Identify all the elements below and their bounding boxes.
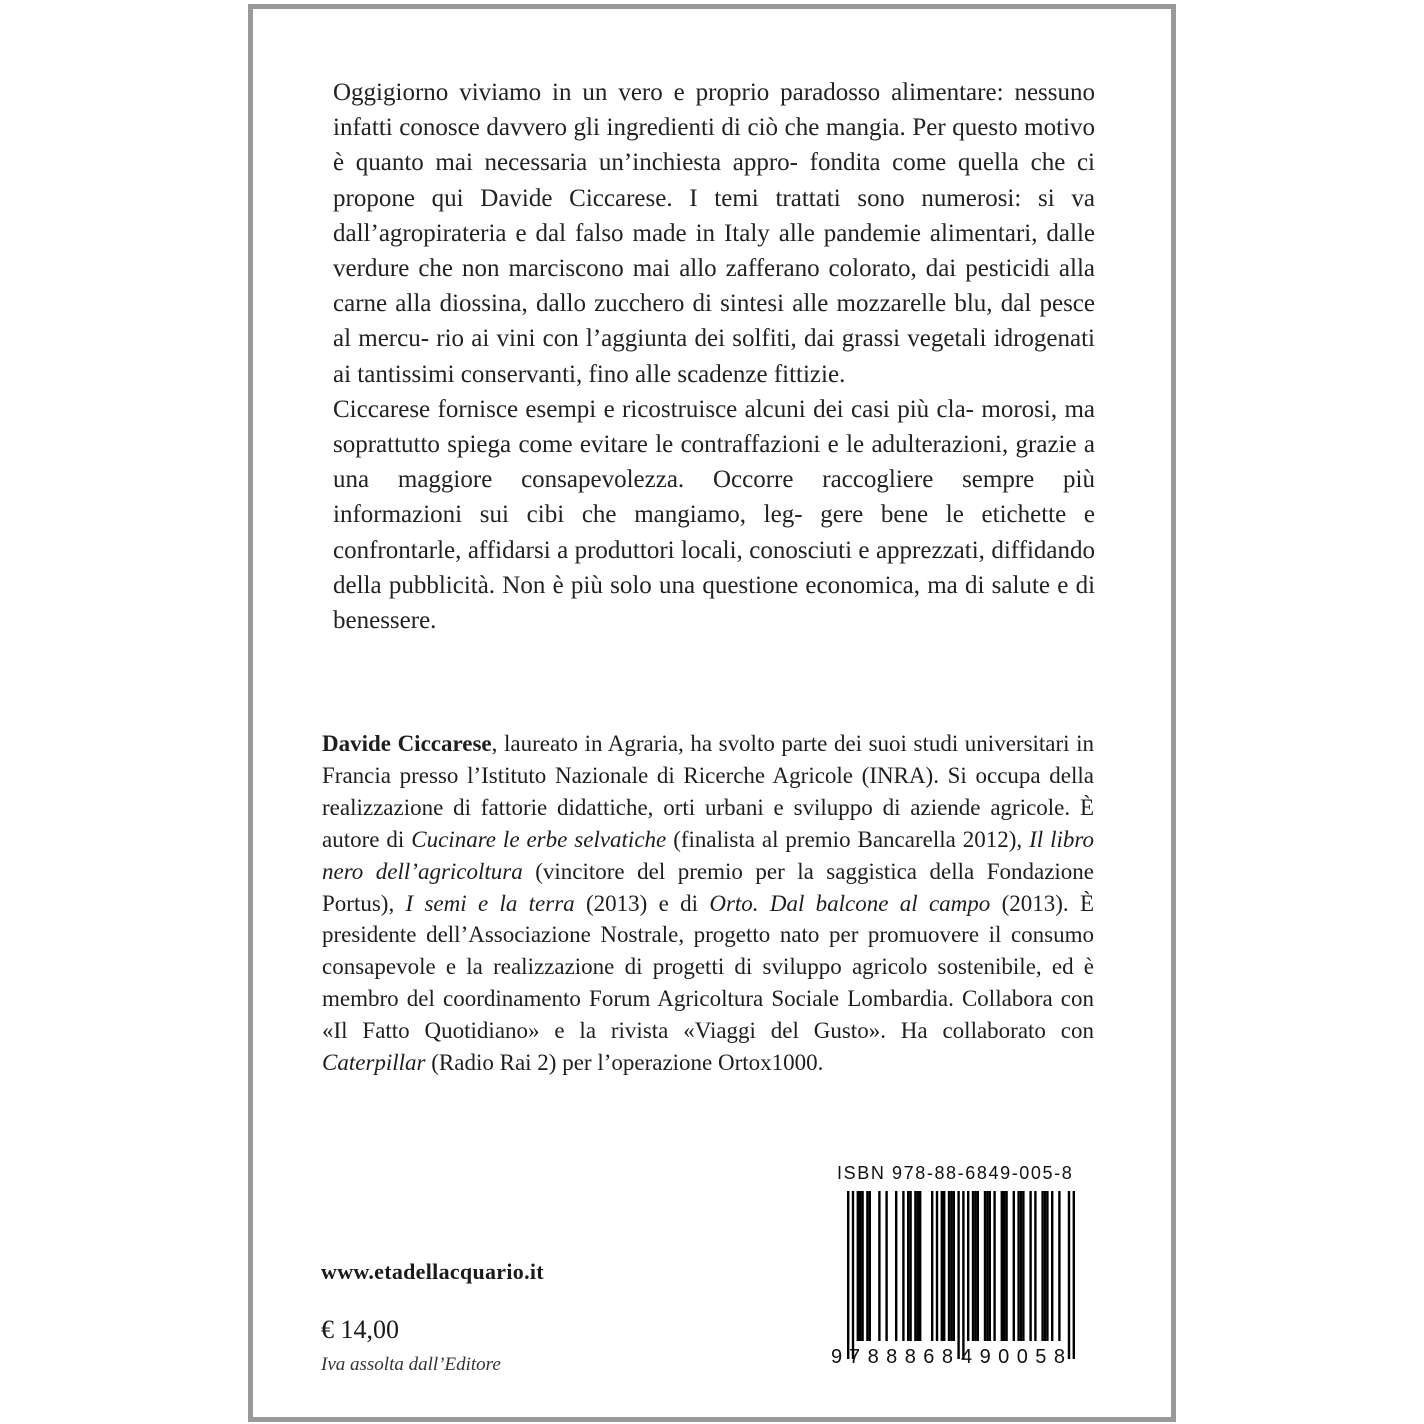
blurb-line: ai tantissimi conservanti, fino alle scadenze fittizie. (333, 360, 846, 388)
barcode-bar (866, 1191, 868, 1341)
barcode-bar (869, 1191, 871, 1341)
barcode-bar (989, 1191, 991, 1341)
book-title: Cucinare le erbe selvatiche (411, 826, 667, 852)
barcode-bar (919, 1191, 921, 1341)
barcode-bar (1029, 1191, 1031, 1341)
barcode-bar (859, 1191, 861, 1341)
barcode-bar (1003, 1191, 1005, 1341)
book-title: Il libro nero dell’agricoltura (322, 826, 1094, 884)
barcode-bar (1017, 1191, 1019, 1341)
show-title: Caterpillar (322, 1050, 426, 1076)
blurb-line: Per questo motivo è quanto mai necessaria un’inchiesta appro- (333, 114, 1096, 177)
blurb-line: solo una questione economica, ma di salute e di benessere. (333, 571, 1096, 635)
barcode-bar (861, 1191, 863, 1341)
bio-text: (2013). È presidente dell’Associazione Nostrale, progetto nato per promuovere il consumo consapevole e la realizzazione di progetti di sviluppo agricolo sostenibile, ed è membro del coordinamento Forum Agricoltura Sociale Lombardia. Collabora con «Il Fatto Quotidiano» e la rivista «Viaggi del Gusto». Ha collaborato con (322, 890, 1095, 1044)
blurb-line: Italy alle pandemie alimentari, dalle verdure che non marciscono (333, 219, 1095, 283)
author-name: Davide Ciccarese (322, 731, 492, 756)
blurb-line: morosi, ma soprattutto spiega come evitare le contraffazioni e (333, 395, 1095, 459)
bio-text: (finalista al premio Bancarella 2012), (666, 826, 1030, 852)
blurb-line: gere bene le etichette e confrontarle, affidarsi a produttori locali, (333, 501, 1095, 564)
barcode-bar (1058, 1191, 1060, 1341)
blurb-line: fondita come quella che ci propone qui Davide Ciccarese. I temi (333, 149, 1096, 212)
barcode-bar (953, 1191, 955, 1341)
barcode-bar (917, 1191, 919, 1341)
barcode-bar (943, 1191, 945, 1341)
blurb-line: conosciuti e apprezzati, diffidando della pubblicità. Non è più (333, 536, 1096, 599)
barcode-bar (902, 1191, 904, 1341)
barcode-bar (857, 1191, 859, 1341)
barcode-bar (847, 1191, 849, 1359)
barcode-bar (1013, 1191, 1015, 1341)
bio-text: , laureato in Agraria, ha svolto parte dei suoi studi universitari in Francia presso l’Istituto Nazionale di Ricerche Agricole (INRA). Si occupa della realizzazione di fattorie didattiche, orti urbani e sviluppo di aziende agricole. È autore di (322, 731, 1095, 852)
barcode-digits: 9 (831, 1346, 843, 1368)
barcode-bar (909, 1191, 911, 1341)
barcode-bar (885, 1191, 887, 1341)
barcode-bar (895, 1191, 897, 1341)
barcode-bar (957, 1191, 959, 1359)
barcode-bar (1051, 1191, 1053, 1341)
bio-text: (Radio Rai 2) per l’operazione Ortox1000. (425, 1050, 824, 1076)
isbn-barcode (833, 1189, 1093, 1369)
barcode-bar (993, 1191, 995, 1341)
bio-text: (2013) e di (574, 890, 710, 916)
blurb-line: rio ai vini con l’aggiunta dei solfiti, dai grassi vegetali idrogenati (436, 325, 1095, 353)
isbn-label: ISBN 978-88-6849-005-8 (837, 1163, 1074, 1183)
barcode-bar (907, 1191, 909, 1341)
barcode-bar (931, 1191, 933, 1341)
blurb-line: dallo zucchero di sintesi alle mozzarelle blu, dal pesce al mercu- (333, 290, 1095, 353)
barcode-bar (974, 1191, 976, 1341)
barcode-bar (967, 1191, 969, 1341)
barcode-bar (972, 1191, 974, 1341)
barcode-bar (878, 1191, 880, 1341)
barcode-bar (941, 1191, 943, 1341)
barcode-bar (1020, 1191, 1022, 1341)
price: € 14,00 (321, 1315, 399, 1344)
barcode-bar (1044, 1191, 1046, 1341)
barcode-bar (936, 1191, 938, 1341)
blurb-line: nessuno infatti conosce davvero gli ingredienti di ciò che mangia. (333, 79, 1095, 142)
barcode-digits: 788868 (849, 1346, 953, 1368)
publisher-website[interactable]: www.etadellacquario.it (321, 1259, 544, 1284)
blurb-line: raccogliere sempre più informazioni sui cibi che mangiamo, leg- (333, 466, 1095, 529)
barcode-bar (1022, 1191, 1024, 1341)
book-back-cover (248, 4, 1176, 1422)
blurb-line: mai allo zafferano colorato, dai pesticidi alla carne alla diossina, (333, 255, 1095, 318)
blurb-line: trattati sono numerosi: si va dall’agropirateria e dal falso made in (333, 184, 1095, 247)
barcode-bar (1034, 1191, 1036, 1341)
blurb-line: le adulterazioni, grazie a una maggiore consapevolezza. Occorre (333, 431, 1095, 494)
book-title: I semi e la terra (405, 890, 575, 916)
blurb-line: Ciccarese fornisce esempi e ricostruisce alcuni dei casi più cla- (333, 395, 975, 423)
barcode-bar (1046, 1191, 1048, 1341)
blurb-line: Oggigiorno viviamo in un vero e proprio paradosso alimentare: (333, 79, 1004, 106)
barcode-bar (1001, 1191, 1003, 1341)
barcode-bar (1041, 1191, 1043, 1341)
barcode-bar (984, 1191, 986, 1341)
barcode-bar (1068, 1191, 1070, 1359)
barcode-bar (950, 1191, 952, 1341)
vat-note: Iva assolta dall’Editore (321, 1354, 501, 1375)
barcode-digits: 490058 (961, 1346, 1065, 1368)
barcode-bar (1073, 1191, 1075, 1359)
barcode-bar (914, 1191, 916, 1341)
bio-text: (vincitore del premio per la saggistica della Fondazione Portus), (322, 858, 1094, 916)
barcode-bar (1005, 1191, 1007, 1341)
barcode-bar (962, 1191, 964, 1359)
barcode-bar (986, 1191, 988, 1341)
barcode-bar (948, 1191, 950, 1341)
blurb-text (333, 75, 1095, 638)
book-title: Orto. Dal balcone al campo (709, 890, 991, 916)
barcode-bar (852, 1191, 854, 1359)
author-bio (322, 728, 1094, 1079)
barcode-bar (977, 1191, 979, 1341)
